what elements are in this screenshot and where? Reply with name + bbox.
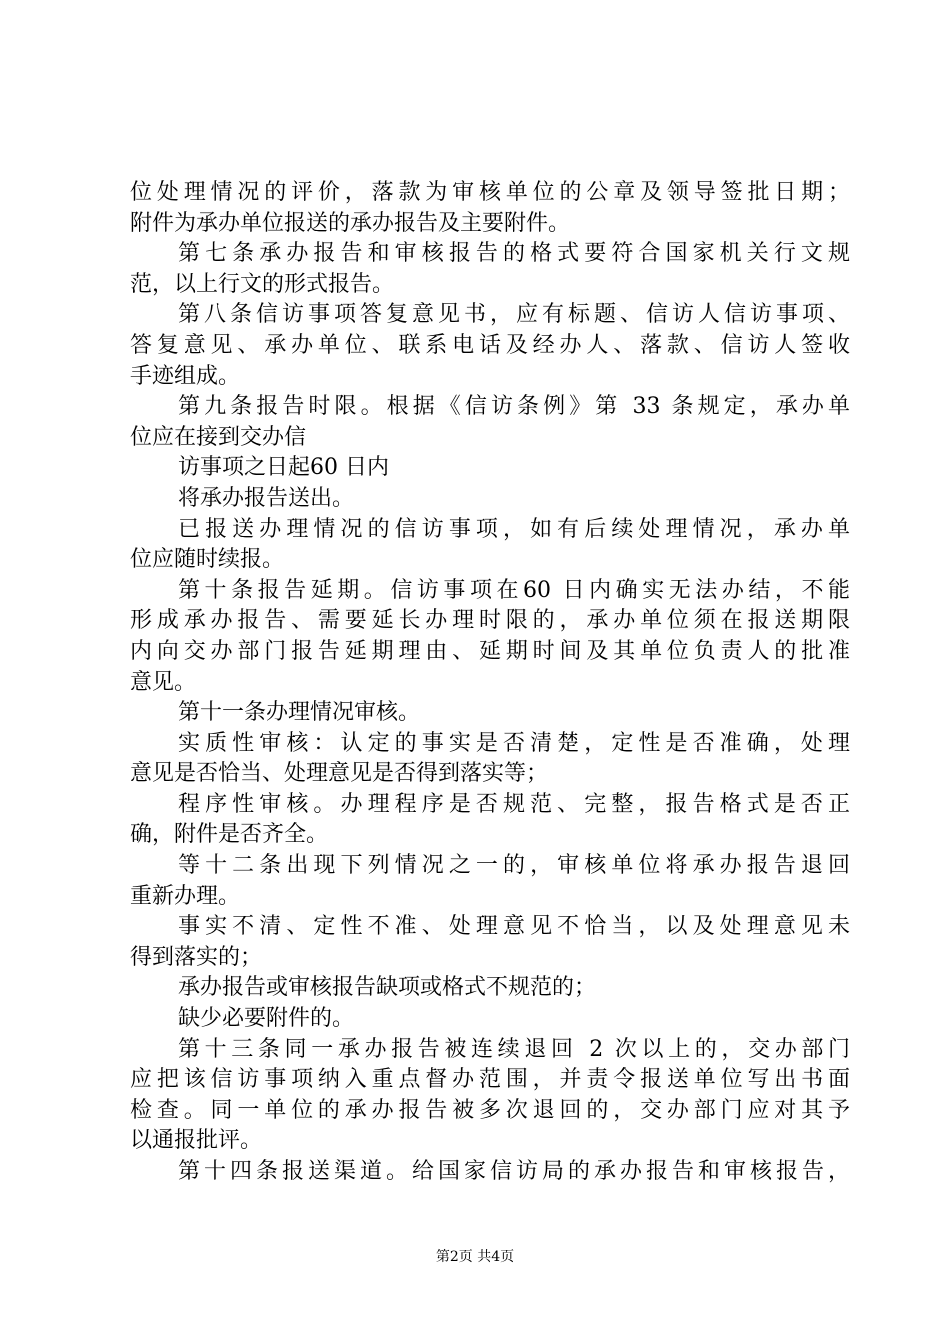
text-line: 访事项之日起60 日内 [178, 455, 389, 481]
text-line: 以通报批评。 [130, 1128, 263, 1154]
text-line: 位应随时续报。 [130, 547, 285, 573]
text-line: 第十三条同一承办报告被连续退回 2 次以上的，交办部门 [178, 1036, 850, 1062]
text-line: 实质性审核：认定的事实是否清楚，定性是否准确，处理 [178, 730, 850, 756]
text-line: 位处理情况的评价，落款为审核单位的公章及领导签批日期； [130, 180, 850, 205]
text-line: 形成承办报告、需要延长办理时限的，承办单位须在报送期限 [130, 608, 850, 634]
text-line: 将承办报告送出。 [178, 485, 355, 511]
text-line: 手迹组成。 [130, 363, 241, 389]
text-line: 第七条承办报告和审核报告的格式要符合国家机关行文规 [178, 241, 850, 267]
text-line: 已报送办理情况的信访事项，如有后续处理情况，承办单 [178, 516, 850, 542]
text-line: 意见。 [130, 669, 197, 695]
text-line: 检查。同一单位的承办报告被多次退回的，交办部门应对其予 [130, 1097, 850, 1123]
text-line: 第十四条报送渠道。给国家信访局的承办报告和审核报告， [178, 1159, 850, 1184]
text-line: 缺少必要附件的。 [178, 1006, 355, 1032]
text-line: 程序性审核。办理程序是否规范、完整，报告格式是否正 [178, 791, 850, 817]
text-line: 位应在接到交办信 [130, 424, 307, 450]
text-line: 意见是否恰当、处理意见是否得到落实等； [130, 761, 549, 787]
text-line: 重新办理。 [130, 883, 241, 909]
text-line: 内向交办部门报告延期理由、延期时间及其单位负责人的批准 [130, 638, 850, 664]
text-line: 事实不清、定性不准、处理意见不恰当，以及处理意见未 [178, 914, 850, 940]
page-footer: 第2页 共4页 [435, 1249, 515, 1265]
text-line: 得到落实的； [130, 944, 263, 970]
text-line: 附件为承办单位报送的承办报告及主要附件。 [130, 210, 571, 236]
text-line: 承办报告或审核报告缺项或格式不规范的； [178, 975, 597, 1001]
text-line: 第八条信访事项答复意见书，应有标题、信访人信访事项、 [178, 302, 850, 328]
text-line: 第十条报告延期。信访事项在60 日内确实无法办结，不能 [178, 577, 850, 603]
text-line: 第十一条办理情况审核。 [178, 700, 421, 726]
text-line: 答复意见、承办单位、联系电话及经办人、落款、信访人签收 [130, 332, 850, 358]
text-line: 第九条报告时限。根据《信访条例》第 33 条规定，承办单 [178, 394, 850, 420]
document-body [130, 178, 850, 1188]
text-line: 等十二条出现下列情况之一的，审核单位将承办报告退回 [178, 853, 850, 879]
text-line: 确，附件是否齐全。 [130, 822, 329, 848]
text-line: 应把该信访事项纳入重点督办范围，并责令报送单位写出书面 [130, 1067, 850, 1093]
text-line: 范，以上行文的形式报告。 [130, 271, 395, 297]
